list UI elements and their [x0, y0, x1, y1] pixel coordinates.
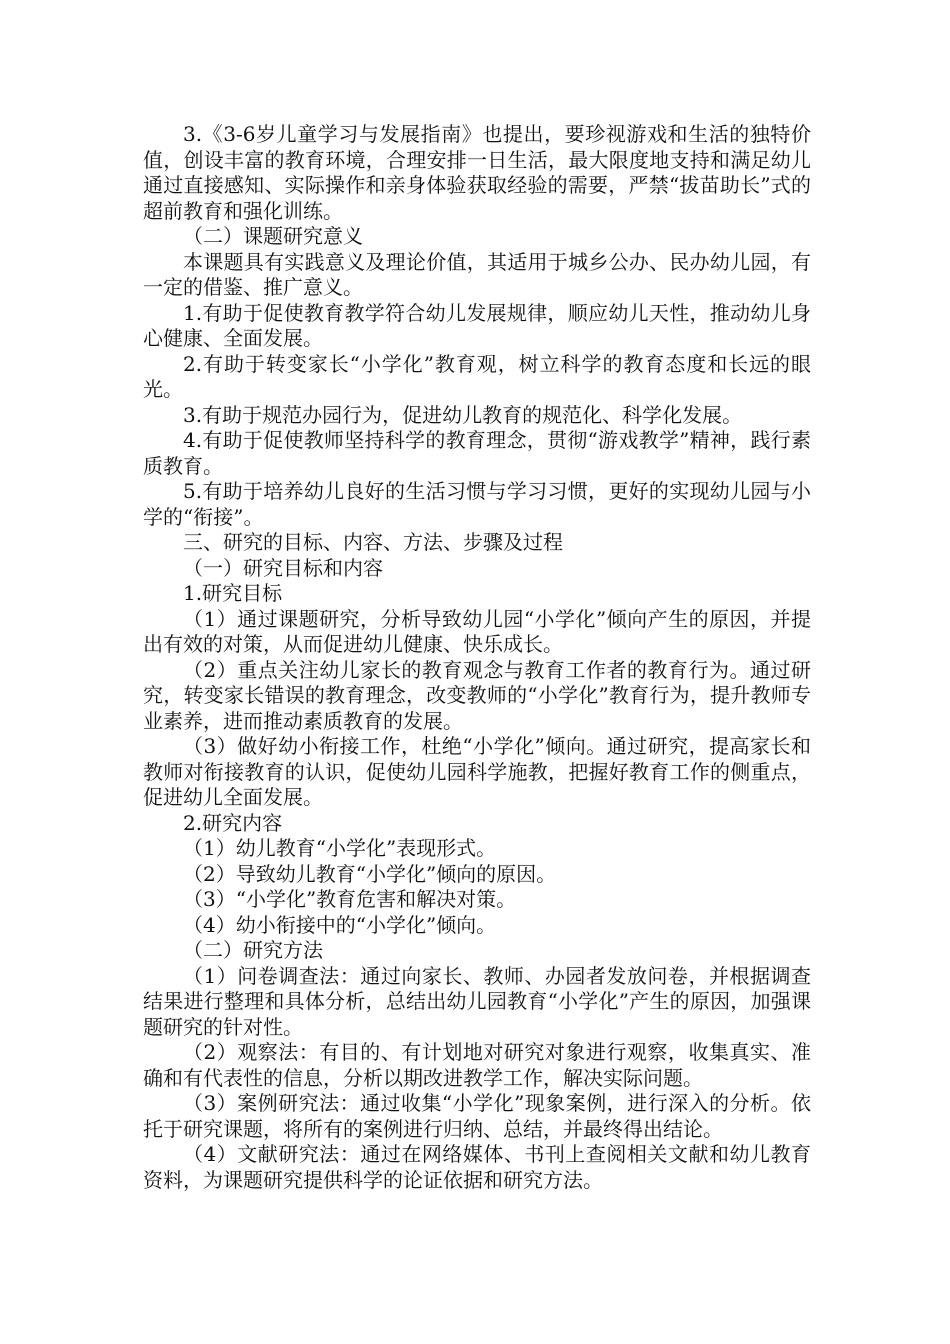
paragraph-significance-intro: 本课题具有实践意义及理论价值，其适用于城乡公办、民办幼儿园，有一定的借鉴、推广意义。: [143, 249, 811, 299]
heading-section-3: 三、研究的目标、内容、方法、步骤及过程: [183, 530, 563, 554]
paragraph-significance-4: 4.有助于促使教师坚持科学的教育理念，贯彻“游戏教学”精神，践行素质教育。: [143, 428, 811, 478]
document-body: [143, 122, 811, 1193]
paragraph-method-questionnaire: （1）问卷调查法：通过向家长、教师、办园者发放问卷，并根据调查结果进行整理和具体分析，总结出幼儿园教育“小学化”产生的原因，加强课题研究的针对性。: [143, 963, 811, 1039]
paragraph-goal-3: （3）做好幼小衔接工作，杜绝“小学化”倾向。通过研究，提高家长和教师对衔接教育的认识，促使幼儿园科学施教，把握好教育工作的侧重点，促进幼儿全面发展。: [143, 734, 811, 809]
heading-research-significance: （二）课题研究意义: [183, 224, 363, 248]
paragraph-goal-1: （1）通过课题研究，分析导致幼儿园“小学化”倾向产生的原因，并提出有效的对策，从而促进幼儿健康、快乐成长。: [143, 606, 811, 656]
paragraph-content-1: （1）幼儿教育“小学化”表现形式。: [183, 836, 497, 860]
paragraph-content-2: （2）导致幼儿教育“小学化”倾向的原因。: [183, 861, 557, 886]
heading-research-goals: 1.研究目标: [183, 581, 283, 605]
paragraph-method-literature: （4）文献研究法：通过在网络媒体、书刊上查阅相关文献和幼儿教育资料，为课题研究提供科学的论证依据和研究方法。: [143, 1142, 811, 1192]
paragraph-content-3: （3）“小学化”教育危害和解决对策。: [183, 887, 517, 911]
heading-research-methods: （二）研究方法: [183, 938, 323, 962]
paragraph-goal-2: （2）重点关注幼儿家长的教育观念与教育工作者的教育行为。通过研究，转变家长错误的教育理念，改变教师的“小学化”教育行为，提升教师专业素养，进而推动素质教育的发展。: [143, 657, 811, 733]
paragraph-content-4: （4）幼小衔接中的“小学化”倾向。: [183, 912, 497, 937]
paragraph-guideline-3: 3.《3-6岁儿童学习与发展指南》也提出，要珍视游戏和生活的独特价值，创设丰富的教育环境，合理安排一日生活，最大限度地支持和满足幼儿通过直接感知、实际操作和亲身体验获取经验的需要，严禁“拔苗助长”式的超前教育和强化训练。: [143, 122, 811, 223]
paragraph-significance-5: 5.有助于培养幼儿良好的生活习惯与学习习惯，更好的实现幼儿园与小学的“衔接”。: [143, 479, 811, 529]
paragraph-method-observation: （2）观察法：有目的、有计划地对研究对象进行观察，收集真实、准确和有代表性的信息，分析以期改进教学工作，解决实际问题。: [143, 1040, 811, 1090]
paragraph-significance-2: 2.有助于转变家长“小学化”教育观，树立科学的教育态度和长远的眼光。: [143, 351, 811, 401]
heading-goals-and-content: （一）研究目标和内容: [183, 555, 383, 580]
paragraph-significance-3: 3.有助于规范办园行为，促进幼儿教育的规范化、科学化发展。: [183, 402, 743, 427]
paragraph-significance-1: 1.有助于促使教育教学符合幼儿发展规律，顺应幼儿天性，推动幼儿身心健康、全面发展。: [143, 300, 811, 350]
paragraph-method-case-study: （3）案例研究法：通过收集“小学化”现象案例，进行深入的分析。依托于研究课题，将所有的案例进行归纳、总结，并最终得出结论。: [143, 1091, 811, 1141]
heading-research-content: 2.研究内容: [183, 810, 283, 835]
